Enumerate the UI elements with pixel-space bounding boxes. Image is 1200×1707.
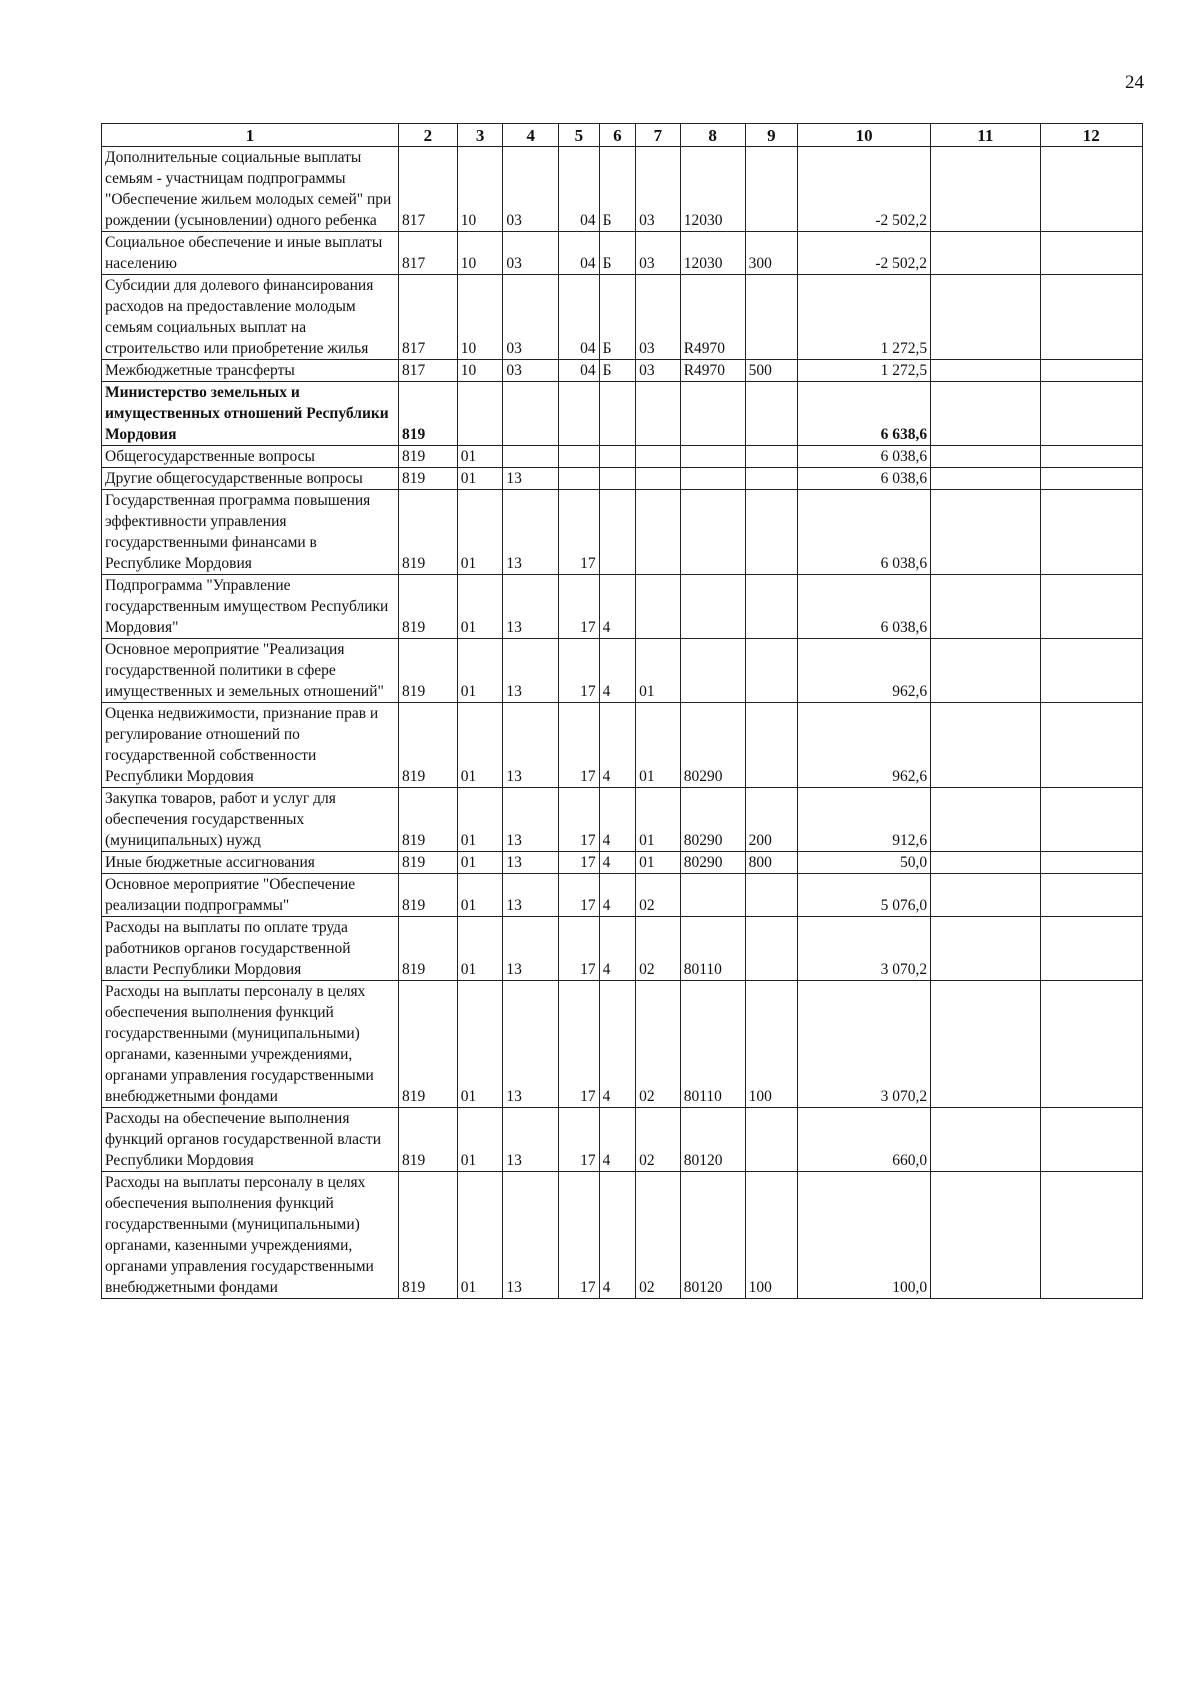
cell-col-9 (745, 575, 798, 639)
cell-col-5 (559, 468, 600, 490)
cell-col-2: 819 (398, 639, 457, 703)
cell-col-3: 01 (457, 446, 503, 468)
budget-table (101, 123, 1143, 1299)
cell-col-4: 13 (503, 981, 559, 1108)
cell-col-8 (680, 490, 745, 575)
cell-col-3: 10 (457, 232, 503, 275)
cell-col-7 (636, 468, 681, 490)
cell-col-8: 12030 (680, 147, 745, 232)
cell-col-9 (745, 639, 798, 703)
column-header-12: 12 (1040, 124, 1142, 147)
cell-col-2: 819 (398, 575, 457, 639)
cell-col-4: 03 (503, 360, 559, 382)
cell-col-10: 50,0 (798, 852, 931, 874)
cell-col-6: 4 (599, 1172, 635, 1299)
cell-col-11 (931, 917, 1040, 981)
column-header-10: 10 (798, 124, 931, 147)
cell-col-9 (745, 382, 798, 446)
cell-col-12 (1040, 639, 1142, 703)
table-row (102, 1108, 1143, 1172)
cell-col-3: 01 (457, 490, 503, 575)
cell-col-3: 10 (457, 147, 503, 232)
cell-col-12 (1040, 468, 1142, 490)
cell-col-11 (931, 446, 1040, 468)
cell-col-3: 01 (457, 575, 503, 639)
cell-col-10: 912,6 (798, 788, 931, 852)
cell-col-8: 80110 (680, 981, 745, 1108)
cell-col-4: 03 (503, 275, 559, 360)
cell-col-12 (1040, 360, 1142, 382)
cell-col-7 (636, 490, 681, 575)
cell-col-2: 819 (398, 703, 457, 788)
cell-col-11 (931, 1108, 1040, 1172)
cell-col-11 (931, 639, 1040, 703)
cell-col-5: 17 (559, 703, 600, 788)
cell-col-9: 300 (745, 232, 798, 275)
row-name-cell: Подпрограмма "Управление государственным имуществом Республики Мордовия" (102, 575, 399, 639)
cell-col-9 (745, 874, 798, 917)
table-row (102, 490, 1143, 575)
cell-col-9 (745, 446, 798, 468)
cell-col-6: 4 (599, 852, 635, 874)
cell-col-2: 819 (398, 852, 457, 874)
cell-col-5: 17 (559, 874, 600, 917)
cell-col-6: Б (599, 232, 635, 275)
cell-col-10: 5 076,0 (798, 874, 931, 917)
column-header-6: 6 (599, 124, 635, 147)
cell-col-11 (931, 232, 1040, 275)
cell-col-5: 17 (559, 981, 600, 1108)
cell-col-6: 4 (599, 575, 635, 639)
table-body (102, 147, 1143, 1299)
cell-col-7: 02 (636, 1108, 681, 1172)
cell-col-4: 13 (503, 703, 559, 788)
cell-col-5: 04 (559, 147, 600, 232)
cell-col-11 (931, 575, 1040, 639)
cell-col-6 (599, 468, 635, 490)
cell-col-5: 04 (559, 232, 600, 275)
cell-col-7: 02 (636, 917, 681, 981)
table-row (102, 639, 1143, 703)
row-name-cell: Иные бюджетные ассигнования (102, 852, 399, 874)
row-name-cell: Другие общегосударственные вопросы (102, 468, 399, 490)
cell-col-10: 3 070,2 (798, 917, 931, 981)
cell-col-4: 13 (503, 1108, 559, 1172)
cell-col-2: 817 (398, 232, 457, 275)
column-header-4: 4 (503, 124, 559, 147)
column-header-11: 11 (931, 124, 1040, 147)
cell-col-7 (636, 575, 681, 639)
cell-col-4 (503, 382, 559, 446)
cell-col-4: 13 (503, 852, 559, 874)
cell-col-8 (680, 382, 745, 446)
cell-col-2: 819 (398, 1108, 457, 1172)
page-number: 24 (1125, 72, 1144, 93)
cell-col-10: 100,0 (798, 1172, 931, 1299)
cell-col-10: 6 038,6 (798, 468, 931, 490)
cell-col-11 (931, 788, 1040, 852)
cell-col-5 (559, 382, 600, 446)
cell-col-7 (636, 382, 681, 446)
cell-col-9 (745, 1108, 798, 1172)
column-header-7: 7 (636, 124, 681, 147)
row-name-cell: Расходы на выплаты персоналу в целях обеспечения выполнения функций государственными (муниципальными) органами, казенными учреждениями, органами управления государственными внебюджетными фондами (102, 981, 399, 1108)
cell-col-2: 819 (398, 468, 457, 490)
row-name-cell: Расходы на выплаты по оплате труда работников органов государственной власти Республики Мордовия (102, 917, 399, 981)
cell-col-5: 17 (559, 490, 600, 575)
cell-col-4: 13 (503, 575, 559, 639)
cell-col-7 (636, 446, 681, 468)
table-row (102, 852, 1143, 874)
column-header-2: 2 (398, 124, 457, 147)
cell-col-11 (931, 382, 1040, 446)
cell-col-4: 03 (503, 232, 559, 275)
row-name-cell: Дополнительные социальные выплаты семьям - участницам подпрограммы "Обеспечение жильем молодых семей" при рождении (усыновлении) одного ребенка (102, 147, 399, 232)
cell-col-10: 962,6 (798, 639, 931, 703)
cell-col-8 (680, 639, 745, 703)
cell-col-12 (1040, 147, 1142, 232)
row-name-cell: Общегосударственные вопросы (102, 446, 399, 468)
cell-col-10: 6 638,6 (798, 382, 931, 446)
cell-col-9: 200 (745, 788, 798, 852)
cell-col-6: 4 (599, 874, 635, 917)
table-row (102, 981, 1143, 1108)
cell-col-3: 10 (457, 275, 503, 360)
cell-col-7: 02 (636, 1172, 681, 1299)
cell-col-4: 13 (503, 1172, 559, 1299)
cell-col-10: -2 502,2 (798, 147, 931, 232)
table-row (102, 1172, 1143, 1299)
column-header-1: 1 (102, 124, 399, 147)
cell-col-3: 01 (457, 1108, 503, 1172)
row-name-cell: Основное мероприятие "Реализация государственной политики в сфере имущественных и земельных отношений" (102, 639, 399, 703)
cell-col-6: 4 (599, 703, 635, 788)
cell-col-3: 10 (457, 360, 503, 382)
cell-col-8: R4970 (680, 360, 745, 382)
cell-col-9: 100 (745, 981, 798, 1108)
cell-col-7: 01 (636, 788, 681, 852)
row-name-cell: Субсидии для долевого финансирования расходов на предоставление молодым семьям социальных выплат на строительство или приобретение жилья (102, 275, 399, 360)
cell-col-7: 02 (636, 981, 681, 1108)
cell-col-12 (1040, 275, 1142, 360)
cell-col-2: 817 (398, 275, 457, 360)
cell-col-2: 819 (398, 490, 457, 575)
cell-col-6: 4 (599, 981, 635, 1108)
cell-col-4: 13 (503, 490, 559, 575)
cell-col-6: 4 (599, 788, 635, 852)
column-header-8: 8 (680, 124, 745, 147)
cell-col-9 (745, 147, 798, 232)
cell-col-8 (680, 575, 745, 639)
cell-col-6: 4 (599, 917, 635, 981)
cell-col-3: 01 (457, 1172, 503, 1299)
cell-col-12 (1040, 490, 1142, 575)
row-name-cell: Расходы на обеспечение выполнения функций органов государственной власти Республики Мордовия (102, 1108, 399, 1172)
cell-col-9 (745, 490, 798, 575)
cell-col-3: 01 (457, 788, 503, 852)
cell-col-8 (680, 874, 745, 917)
table-row (102, 147, 1143, 232)
table-row (102, 382, 1143, 446)
cell-col-8: 80120 (680, 1172, 745, 1299)
cell-col-6 (599, 490, 635, 575)
cell-col-8: 80290 (680, 852, 745, 874)
row-name-cell: Межбюджетные трансферты (102, 360, 399, 382)
cell-col-10: 1 272,5 (798, 360, 931, 382)
cell-col-4 (503, 446, 559, 468)
cell-col-4: 03 (503, 147, 559, 232)
cell-col-2: 819 (398, 917, 457, 981)
cell-col-9 (745, 703, 798, 788)
cell-col-9: 800 (745, 852, 798, 874)
cell-col-5 (559, 446, 600, 468)
cell-col-10: 1 272,5 (798, 275, 931, 360)
cell-col-5: 17 (559, 639, 600, 703)
table-row (102, 703, 1143, 788)
cell-col-9: 500 (745, 360, 798, 382)
cell-col-12 (1040, 382, 1142, 446)
row-name-cell: Расходы на выплаты персоналу в целях обеспечения выполнения функций государственными (муниципальными) органами, казенными учреждениями, органами управления государственными внебюджетными фондами (102, 1172, 399, 1299)
cell-col-11 (931, 360, 1040, 382)
column-header-5: 5 (559, 124, 600, 147)
cell-col-3: 01 (457, 981, 503, 1108)
cell-col-11 (931, 852, 1040, 874)
cell-col-10: 6 038,6 (798, 575, 931, 639)
cell-col-9 (745, 468, 798, 490)
cell-col-3: 01 (457, 703, 503, 788)
cell-col-7: 01 (636, 639, 681, 703)
cell-col-12 (1040, 852, 1142, 874)
cell-col-2: 819 (398, 1172, 457, 1299)
cell-col-3: 01 (457, 639, 503, 703)
cell-col-8 (680, 468, 745, 490)
cell-col-11 (931, 468, 1040, 490)
table-row (102, 575, 1143, 639)
cell-col-10: -2 502,2 (798, 232, 931, 275)
row-name-cell: Государственная программа повышения эффективности управления государственными финансами в Республике Мордовия (102, 490, 399, 575)
cell-col-10: 3 070,2 (798, 981, 931, 1108)
cell-col-6: Б (599, 147, 635, 232)
cell-col-11 (931, 147, 1040, 232)
cell-col-5: 17 (559, 917, 600, 981)
cell-col-5: 17 (559, 1172, 600, 1299)
cell-col-2: 819 (398, 788, 457, 852)
table-row (102, 788, 1143, 852)
cell-col-6: 4 (599, 1108, 635, 1172)
cell-col-7: 03 (636, 275, 681, 360)
cell-col-2: 819 (398, 382, 457, 446)
cell-col-9: 100 (745, 1172, 798, 1299)
cell-col-4: 13 (503, 468, 559, 490)
cell-col-8: R4970 (680, 275, 745, 360)
cell-col-11 (931, 490, 1040, 575)
cell-col-12 (1040, 788, 1142, 852)
cell-col-9 (745, 917, 798, 981)
cell-col-4: 13 (503, 917, 559, 981)
cell-col-12 (1040, 1172, 1142, 1299)
cell-col-12 (1040, 917, 1142, 981)
cell-col-6 (599, 382, 635, 446)
cell-col-5: 04 (559, 360, 600, 382)
cell-col-3: 01 (457, 468, 503, 490)
cell-col-2: 819 (398, 981, 457, 1108)
cell-col-11 (931, 275, 1040, 360)
cell-col-5: 17 (559, 788, 600, 852)
cell-col-11 (931, 703, 1040, 788)
cell-col-10: 660,0 (798, 1108, 931, 1172)
cell-col-8: 80110 (680, 917, 745, 981)
cell-col-12 (1040, 575, 1142, 639)
cell-col-6: Б (599, 360, 635, 382)
cell-col-8: 80290 (680, 788, 745, 852)
cell-col-11 (931, 1172, 1040, 1299)
cell-col-9 (745, 275, 798, 360)
cell-col-4: 13 (503, 639, 559, 703)
table-row (102, 468, 1143, 490)
cell-col-10: 962,6 (798, 703, 931, 788)
column-header-9: 9 (745, 124, 798, 147)
cell-col-4: 13 (503, 874, 559, 917)
table-row (102, 917, 1143, 981)
cell-col-7: 03 (636, 147, 681, 232)
cell-col-12 (1040, 874, 1142, 917)
cell-col-2: 819 (398, 874, 457, 917)
cell-col-6: 4 (599, 639, 635, 703)
cell-col-10: 6 038,6 (798, 490, 931, 575)
cell-col-7: 03 (636, 232, 681, 275)
cell-col-3: 01 (457, 852, 503, 874)
cell-col-3 (457, 382, 503, 446)
cell-col-5: 04 (559, 275, 600, 360)
row-name-cell: Министерство земельных и имущественных отношений Республики Мордовия (102, 382, 399, 446)
table-row (102, 232, 1143, 275)
cell-col-3: 01 (457, 917, 503, 981)
cell-col-11 (931, 981, 1040, 1108)
cell-col-7: 01 (636, 852, 681, 874)
cell-col-4: 13 (503, 788, 559, 852)
table-header-row (102, 124, 1143, 147)
cell-col-6 (599, 446, 635, 468)
cell-col-3: 01 (457, 874, 503, 917)
row-name-cell: Закупка товаров, работ и услуг для обеспечения государственных (муниципальных) нужд (102, 788, 399, 852)
cell-col-5: 17 (559, 1108, 600, 1172)
row-name-cell: Основное мероприятие "Обеспечение реализации подпрограммы" (102, 874, 399, 917)
row-name-cell: Социальное обеспечение и иные выплаты населению (102, 232, 399, 275)
cell-col-12 (1040, 232, 1142, 275)
column-header-3: 3 (457, 124, 503, 147)
cell-col-6: Б (599, 275, 635, 360)
table-row (102, 360, 1143, 382)
row-name-cell: Оценка недвижимости, признание прав и регулирование отношений по государственной собственности Республики Мордовия (102, 703, 399, 788)
cell-col-12 (1040, 703, 1142, 788)
cell-col-2: 817 (398, 360, 457, 382)
cell-col-5: 17 (559, 575, 600, 639)
table-row (102, 275, 1143, 360)
cell-col-10: 6 038,6 (798, 446, 931, 468)
cell-col-8 (680, 446, 745, 468)
cell-col-12 (1040, 981, 1142, 1108)
cell-col-7: 02 (636, 874, 681, 917)
cell-col-11 (931, 874, 1040, 917)
cell-col-8: 12030 (680, 232, 745, 275)
cell-col-7: 03 (636, 360, 681, 382)
table-row (102, 446, 1143, 468)
cell-col-5: 17 (559, 852, 600, 874)
cell-col-2: 817 (398, 147, 457, 232)
cell-col-8: 80290 (680, 703, 745, 788)
cell-col-12 (1040, 1108, 1142, 1172)
cell-col-2: 819 (398, 446, 457, 468)
cell-col-7: 01 (636, 703, 681, 788)
cell-col-12 (1040, 446, 1142, 468)
table-row (102, 874, 1143, 917)
cell-col-8: 80120 (680, 1108, 745, 1172)
